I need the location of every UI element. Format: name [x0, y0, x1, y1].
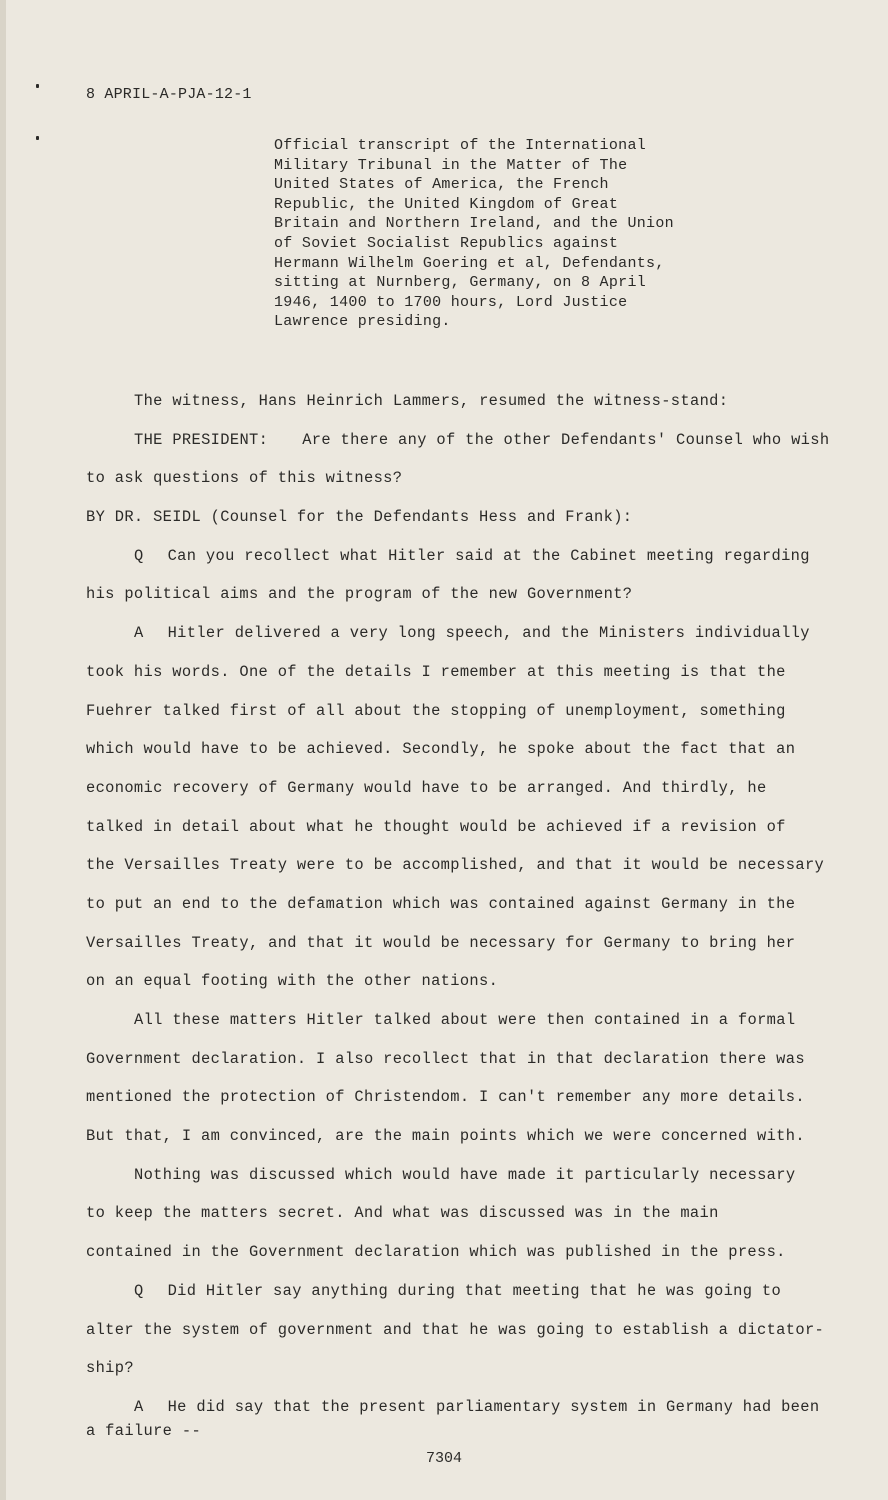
question-marker: Q: [134, 546, 144, 565]
body-line: took his words. One of the details I remember at this meeting is that the: [86, 662, 786, 681]
speaker-label: THE PRESIDENT:: [134, 430, 269, 449]
body-line: [86, 1392, 831, 1416]
header-line: Official transcript of the International: [274, 137, 647, 154]
header-line: Britain and Northern Ireland, and the Union: [274, 215, 674, 233]
body-line: [86, 618, 831, 657]
header-line: Military Tribunal in the Matter of The: [274, 156, 628, 174]
page-number: 7304: [425, 1450, 462, 1467]
body-line: which would have to be achieved. Secondly, he spoke about the fact that an: [86, 740, 796, 759]
body-line: The witness, Hans Heinrich Lammers, resumed the witness-stand:: [134, 392, 729, 410]
body-line: a failure --: [86, 1421, 202, 1440]
header-line: of Soviet Socialist Republics against: [274, 234, 619, 252]
answer-marker: A: [134, 1397, 144, 1416]
header-line: Republic, the United Kingdom of Great: [274, 195, 619, 213]
answer-text: He did say that the present parliamentary system in Germany had been: [167, 1397, 820, 1416]
body-line: on an equal footing with the other nations.: [86, 972, 499, 991]
transcript-body: [86, 386, 831, 1455]
transcript-header: [274, 136, 714, 332]
body-line: All these matters Hitler talked about were then contained in a formal: [134, 1011, 796, 1029]
question-text: Can you recollect what Hitler said at the Cabinet meeting regarding: [167, 546, 810, 565]
body-line: economic recovery of Germany would have to be arranged. And thirdly, he: [86, 778, 767, 797]
body-line: the Versailles Treaty were to be accomplished, and that it would be necessary: [86, 856, 825, 875]
body-line: to put an end to the defamation which was contained against Germany in the: [86, 894, 796, 913]
body-line: to ask questions of this witness?: [86, 469, 403, 488]
body-line: talked in detail about what he thought would be achieved if a revision of: [86, 817, 786, 836]
body-line: Government declaration. I also recollect that in that declaration there was: [86, 1049, 805, 1068]
answer-marker: A: [134, 624, 144, 643]
document-reference: 8 APRIL-A-PJA-12-1: [86, 86, 252, 103]
body-line: BY DR. SEIDL (Counsel for the Defendants Hess and Frank):: [86, 508, 633, 527]
body-line: to keep the matters secret. And what was discussed was in the main: [86, 1204, 719, 1223]
header-line: United States of America, the French: [274, 176, 609, 194]
body-line: ship?: [86, 1359, 134, 1378]
punch-mark: [36, 136, 39, 140]
punch-mark: [36, 84, 39, 88]
body-line: [86, 425, 831, 464]
header-line: Lawrence presiding.: [274, 313, 451, 331]
body-line: alter the system of government and that he was going to establish a dictator-: [86, 1320, 825, 1339]
header-line: 1946, 1400 to 1700 hours, Lord Justice: [274, 293, 628, 311]
body-line: Nothing was discussed which would have made it particularly necessary: [134, 1165, 796, 1184]
body-line: [86, 541, 831, 580]
body-line: mentioned the protection of Christendom. I can't remember any more details.: [86, 1088, 805, 1107]
body-line: Versailles Treaty, and that it would be necessary for Germany to bring her: [86, 933, 796, 952]
page-edge: [0, 0, 6, 1500]
body-line: his political aims and the program of the new Government?: [86, 585, 633, 604]
question-text: Did Hitler say anything during that meeting that he was going to: [167, 1281, 782, 1300]
header-line: Hermann Wilhelm Goering et al, Defendants,: [274, 254, 665, 272]
question-marker: Q: [134, 1281, 144, 1300]
body-line: Fuehrer talked first of all about the stopping of unemployment, something: [86, 701, 786, 720]
body-line: contained in the Government declaration which was published in the press.: [86, 1243, 786, 1262]
body-line: [86, 1276, 831, 1315]
speech-text: Are there any of the other Defendants' Counsel who wish: [302, 430, 830, 449]
answer-text: Hitler delivered a very long speech, and the Ministers individually: [167, 624, 810, 643]
header-line: sitting at Nurnberg, Germany, on 8 April: [274, 274, 647, 292]
body-line: But that, I am convinced, are the main points which we were concerned with.: [86, 1127, 805, 1146]
